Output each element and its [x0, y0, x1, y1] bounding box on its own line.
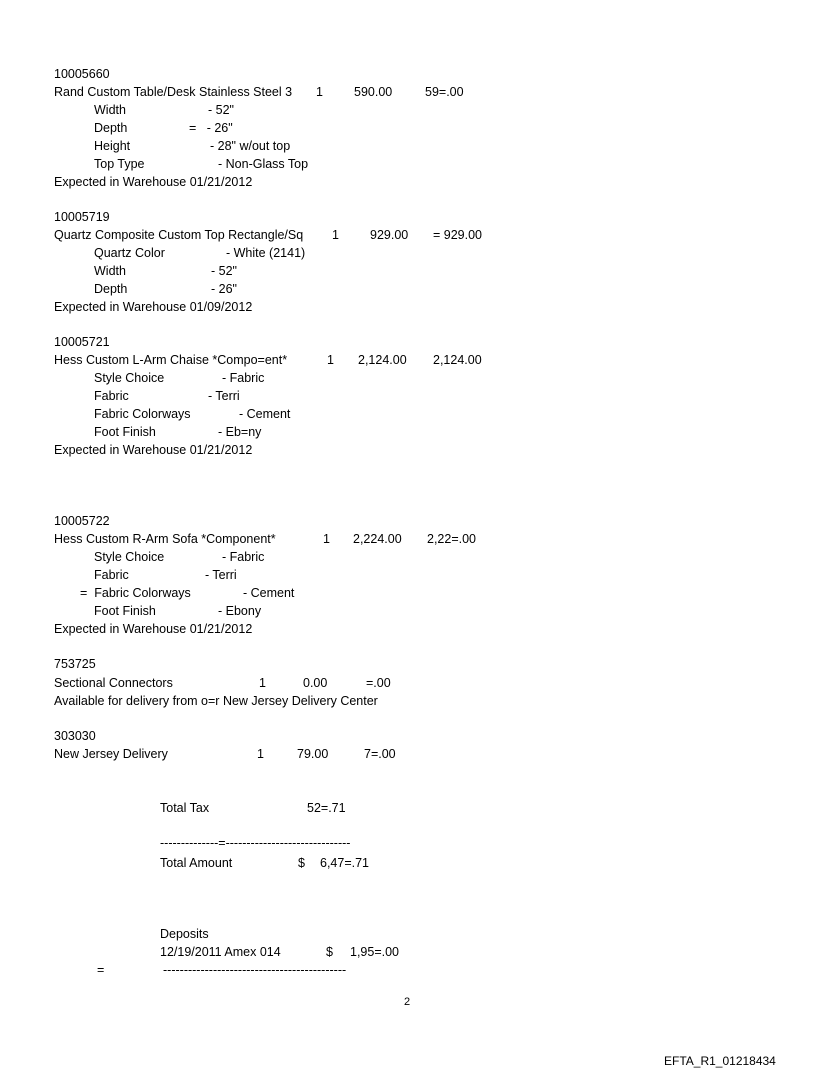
item-4-sku: 10005722: [54, 514, 110, 528]
item-1-total: 59=.00: [425, 85, 464, 99]
deposit-entry-currency: $: [326, 945, 333, 959]
item-1-option-name: Width: [94, 103, 126, 117]
item-3-option-value: - Eb=ny: [218, 425, 262, 439]
item-3-status: Expected in Warehouse 01/21/2012: [54, 443, 253, 457]
item-2-option-name: Depth: [94, 282, 128, 296]
item-5-status: Available for delivery from o=r New Jersey Delivery Center: [54, 694, 378, 708]
item-2-option-value: - White (2141): [226, 246, 306, 260]
item-3-option-name: Fabric: [94, 389, 129, 403]
item-4-option-value: - Ebony: [218, 604, 262, 618]
item-4-option-name: = Fabric Colorways: [80, 586, 191, 600]
item-1-option-value: - 28" w/out top: [210, 139, 291, 153]
item-1-option-name: Depth: [94, 121, 128, 135]
item-3-option-value: - Fabric: [222, 371, 265, 385]
page-number: 2: [404, 996, 411, 1008]
item-3-qty: 1: [327, 353, 334, 367]
item-6-total: 7=.00: [364, 747, 396, 761]
deposits-heading: Deposits: [160, 927, 209, 941]
deposits-divider: --------------------------------------------: [163, 963, 347, 977]
item-6-description: New Jersey Delivery: [54, 747, 168, 761]
item-4-option-name: Fabric: [94, 568, 129, 582]
item-1-option-value: - Non-Glass Top: [218, 157, 309, 171]
item-3-option-value: - Terri: [208, 389, 240, 403]
item-3-option-name: Foot Finish: [94, 425, 156, 439]
item-3-sku: 10005721: [54, 335, 110, 349]
item-1-option-name: Top Type: [94, 157, 145, 171]
item-1-description: Rand Custom Table/Desk Stainless Steel 3: [54, 85, 293, 99]
item-3-option-value: - Cement: [239, 407, 291, 421]
item-1-sku: 10005660: [54, 67, 110, 81]
deposit-entry-label: 12/19/2011 Amex 014: [160, 945, 281, 959]
item-3-option-name: Fabric Colorways: [94, 407, 191, 421]
item-3-option-name: Style Choice: [94, 371, 165, 385]
item-1-qty: 1: [316, 85, 323, 99]
total-tax-value: 52=.71: [307, 801, 346, 815]
item-4-description: Hess Custom R-Arm Sofa *Component*: [54, 532, 276, 546]
item-2-option-value: - 52": [211, 264, 237, 278]
stray-equals-mark: =: [97, 963, 105, 977]
item-4-qty: 1: [323, 532, 330, 546]
deposit-entry-value: 1,95=.00: [350, 945, 400, 959]
document-id: EFTA_R1_01218434: [664, 1054, 776, 1068]
item-5-description: Sectional Connectors: [54, 676, 173, 690]
item-2-option-name: Width: [94, 264, 126, 278]
item-4-price: 2,224.00: [353, 532, 402, 546]
item-6-sku: 303030: [54, 729, 96, 743]
item-3-description: Hess Custom L-Arm Chaise *Compo=ent*: [54, 353, 288, 367]
item-5-qty: 1: [259, 676, 266, 690]
item-6-qty: 1: [257, 747, 264, 761]
item-4-total: 2,22=.00: [427, 532, 477, 546]
item-3-total: 2,124.00: [433, 353, 482, 367]
item-3-price: 2,124.00: [358, 353, 407, 367]
item-4-status: Expected in Warehouse 01/21/2012: [54, 622, 253, 636]
item-2-price: 929.00: [370, 228, 409, 242]
total-amount-label: Total Amount: [160, 856, 233, 870]
item-4-option-name: Foot Finish: [94, 604, 156, 618]
summary-divider: --------------=------------------------------: [160, 836, 351, 850]
item-6-price: 79.00: [297, 747, 329, 761]
item-2-option-name: Quartz Color: [94, 246, 165, 260]
item-2-qty: 1: [332, 228, 339, 242]
item-2-description: Quartz Composite Custom Top Rectangle/Sq: [54, 228, 304, 242]
item-1-option-value: - 52": [208, 103, 234, 117]
item-5-total: =.00: [366, 676, 391, 690]
total-amount-currency: $: [298, 856, 305, 870]
item-1-option-value: = - 26": [189, 121, 233, 135]
item-4-option-value: - Cement: [243, 586, 295, 600]
item-2-total: = 929.00: [433, 228, 483, 242]
item-2-status: Expected in Warehouse 01/09/2012: [54, 300, 253, 314]
total-tax-label: Total Tax: [160, 801, 210, 815]
item-4-option-value: - Fabric: [222, 550, 265, 564]
item-2-option-value: - 26": [211, 282, 237, 296]
item-2-sku: 10005719: [54, 210, 110, 224]
total-amount-value: 6,47=.71: [320, 856, 370, 870]
item-4-option-name: Style Choice: [94, 550, 165, 564]
item-5-sku: 753725: [54, 657, 96, 671]
item-1-status: Expected in Warehouse 01/21/2012: [54, 175, 253, 189]
item-4-option-value: - Terri: [205, 568, 237, 582]
item-1-option-name: Height: [94, 139, 131, 153]
item-1-price: 590.00: [354, 85, 393, 99]
item-5-price: 0.00: [303, 676, 328, 690]
